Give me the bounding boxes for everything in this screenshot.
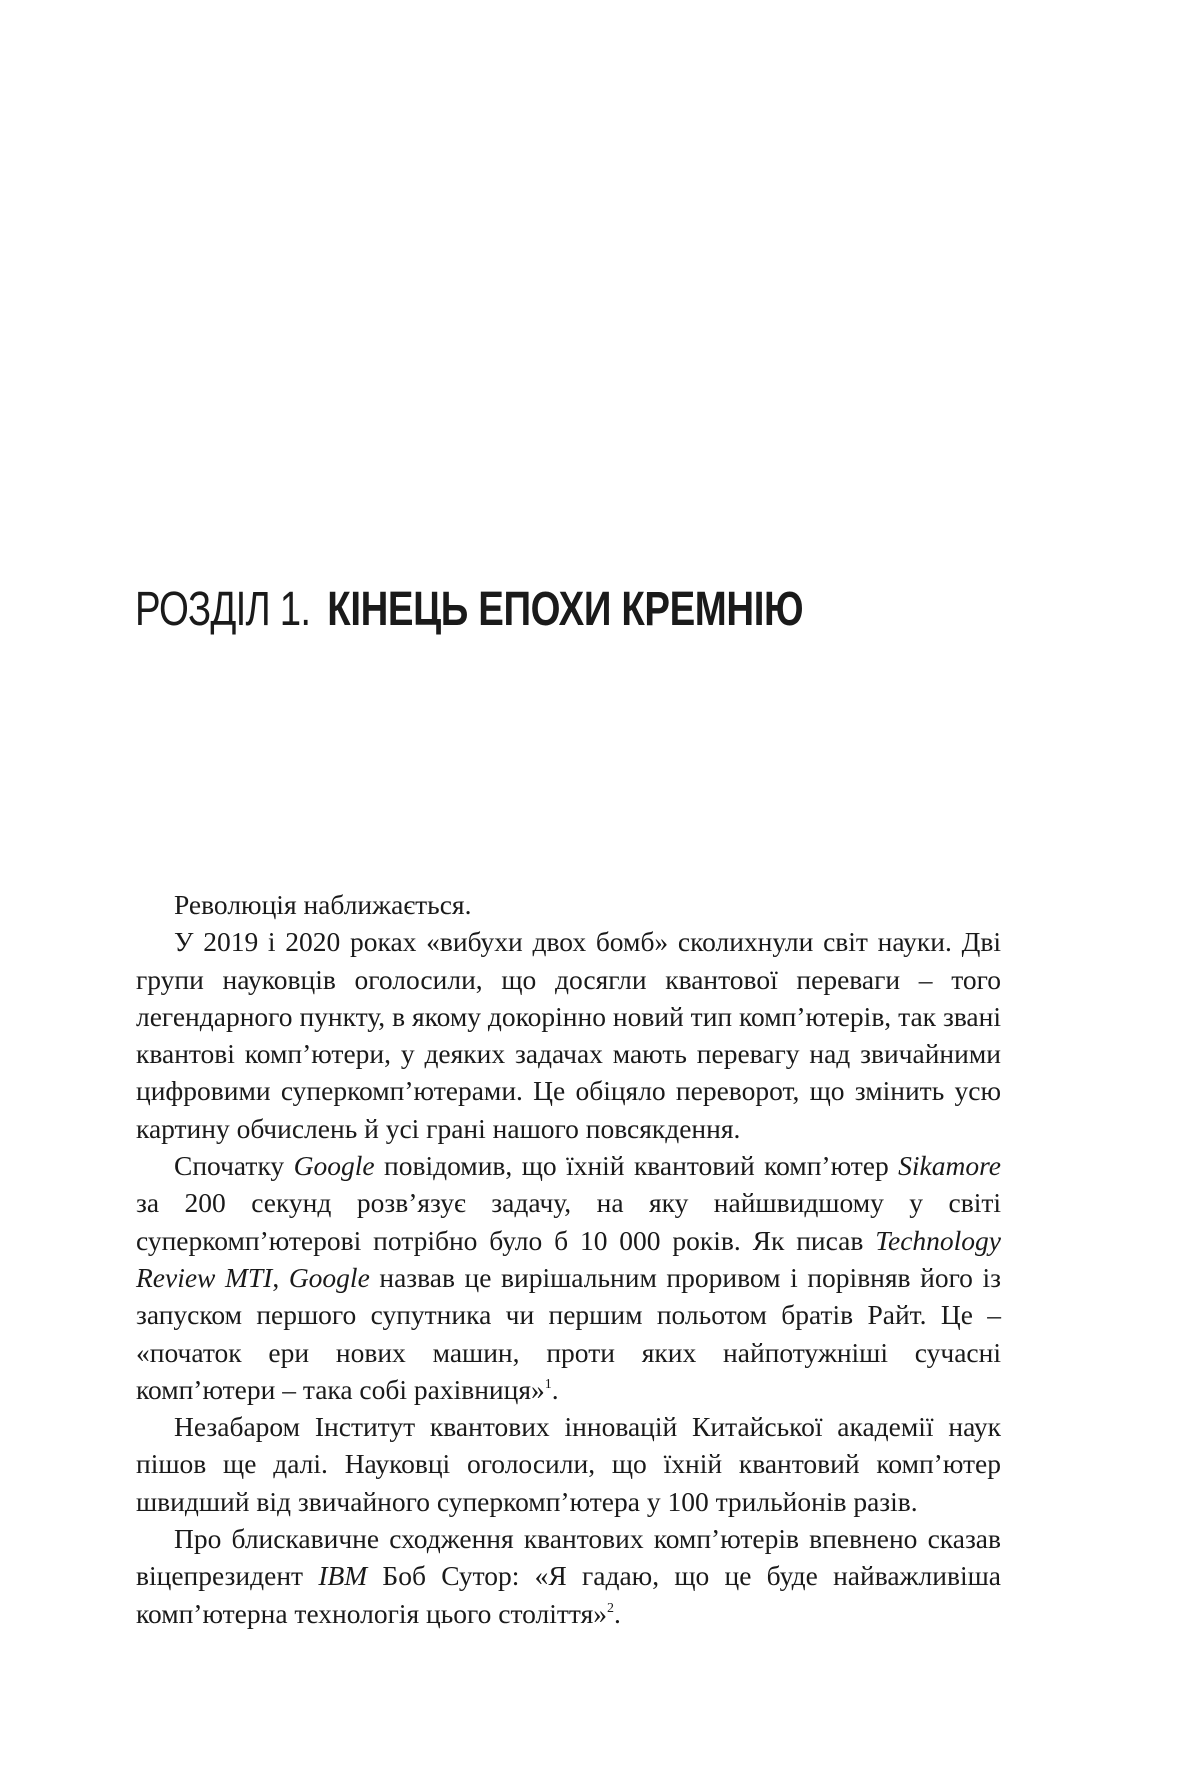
body-text: [136, 886, 1001, 1632]
paragraph-5-text-3: .: [613, 1597, 621, 1629]
paragraph-3-text-4: ,: [272, 1261, 289, 1293]
paragraph-5-text-2: Боб Сутор: «Я гадаю, що це буде найважливіша комп’ютерна технологія цього століття»: [136, 1560, 1001, 1629]
paragraph-3-text-2: повідомив, що їхній квантовий комп’ютер: [374, 1150, 899, 1182]
paragraph-3: [136, 1147, 1001, 1408]
paragraph-1: Революція наближається.: [174, 889, 472, 920]
publication-name: Technology Review MTI: [136, 1224, 1001, 1293]
footnote-ref-2[interactable]: 2: [606, 1600, 614, 1616]
paragraph-3-text-1: Спочатку: [174, 1150, 294, 1182]
paragraph-3-text-6: .: [551, 1373, 559, 1405]
paragraph-5-text-1: Про блискавичне сходження квантових комп’ютерів впевнено сказав віцепрезидент: [136, 1523, 1001, 1592]
paragraph-2: У 2019 і 2020 роках «вибухи двох бомб» сколихнули світ науки. Дві групи науковців оголосили, що досягли квантової переваги – того легендарного пункту, в якому докорінно новий тип комп’ютерів, так звані квантові комп’ютери, у деяких задачах мають перевагу над звичайними цифровими суперкомп’ютерами. Це обіцяло переворот, що змінить усю картину обчислень й усі грані нашого повсякдення.: [136, 926, 1001, 1144]
paragraph-3-text-5: назвав це вирішальним проривом і порівняв його із запуском першого супутника чи першим польотом братів Райт. Це – «початок ери нових машин, проти яких найпотужніші сучасні комп’ютери – така собі рахівниця»: [136, 1261, 1002, 1405]
company-name-google-2: Google: [288, 1261, 370, 1293]
paragraph-4: Незабаром Інститут квантових інновацій Китайської академії наук пішов ще далі. Науковці оголосили, що їхній квантовий комп’ютер швидший від звичайного суперкомп’ютера у 100 трильйонів разів.: [136, 1411, 1001, 1517]
paragraph-3-text-3: за 200 секунд розв’язує задачу, на яку найшвидшому у світі суперкомп’ютерові потрібно було б 10 000 років. Як писав: [136, 1187, 1001, 1256]
chapter-title: КІНЕЦЬ ЕПОХИ КРЕМНІЮ: [327, 583, 804, 636]
footnote-ref-1[interactable]: 1: [544, 1376, 552, 1392]
paragraph-5: [136, 1520, 1001, 1632]
chapter-heading: [135, 583, 804, 636]
company-name-google: Google: [293, 1150, 375, 1182]
chapter-number: РОЗДІЛ 1.: [135, 583, 311, 636]
computer-name-sikamore: Sikamore: [898, 1150, 1001, 1182]
company-name-ibm: IBM: [318, 1560, 368, 1592]
